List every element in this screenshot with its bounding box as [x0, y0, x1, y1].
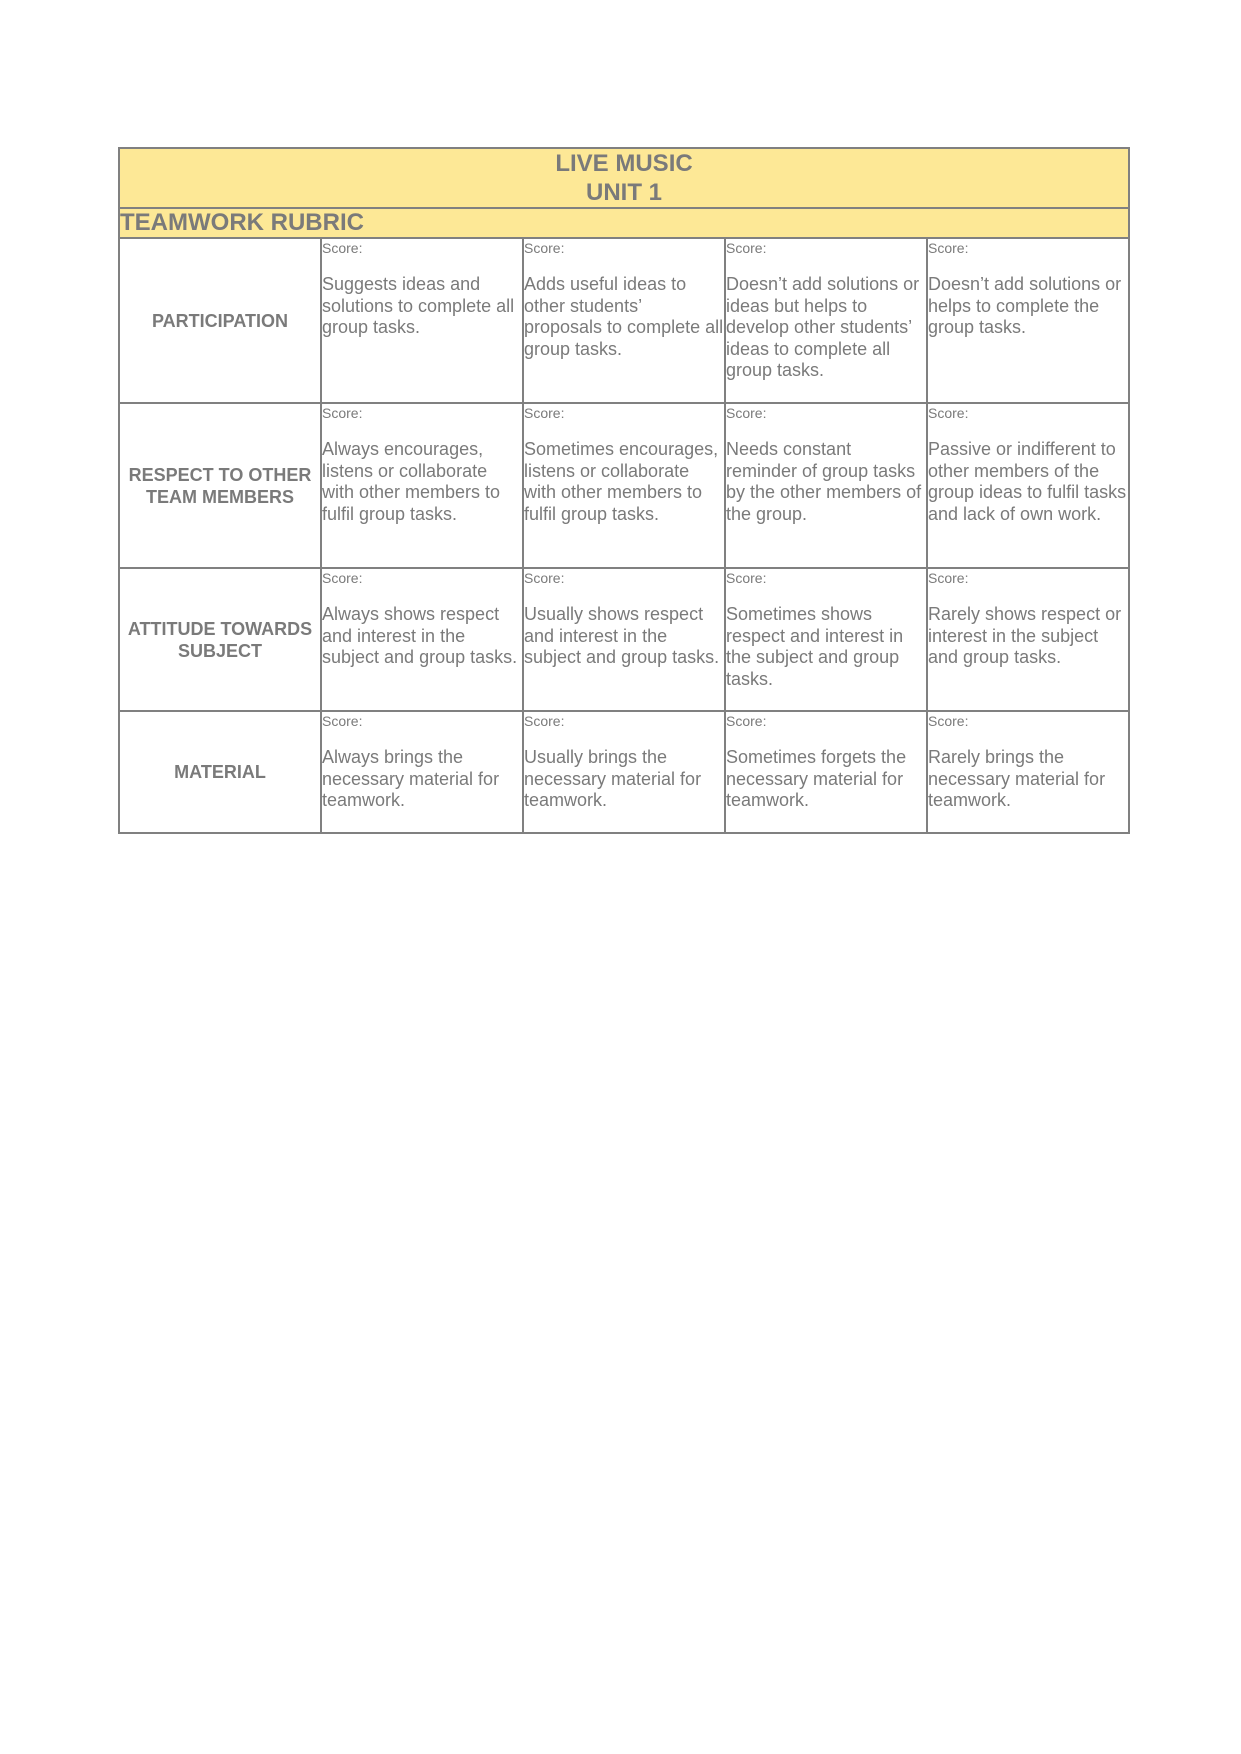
level-description: Sometimes encourages, listens or collaborate with other members to fulfil group tasks.: [524, 439, 719, 524]
title-row: [119, 148, 1129, 208]
score-label: Score:: [928, 240, 969, 256]
level-description: Usually shows respect and interest in the subject and group tasks.: [524, 604, 720, 667]
score-label: Score:: [524, 713, 565, 729]
criterion-label-2: SUBJECT: [177, 640, 262, 661]
level-description: Usually brings the necessary material for teamwork.: [524, 747, 702, 810]
criterion-label: MATERIAL: [174, 762, 266, 782]
score-label: Score:: [524, 240, 565, 256]
score-label: Score:: [928, 405, 969, 421]
title-line-2: UNIT 1: [586, 179, 663, 206]
rubric-row-material: [119, 711, 1129, 833]
criterion-label: ATTITUDE TOWARDS: [127, 618, 313, 639]
score-label: Score:: [928, 713, 969, 729]
level-description: Doesn’t add solutions or helps to complete the group tasks.: [928, 274, 1122, 337]
level-cell: [321, 403, 523, 568]
score-label: Score:: [726, 405, 767, 421]
criterion-cell: [119, 403, 321, 568]
score-label: Score:: [524, 405, 565, 421]
score-label: Score:: [928, 570, 969, 586]
level-cell: [927, 568, 1129, 711]
level-description: Passive or indifferent to other members of the group ideas to fulfil tasks and lack of own work.: [928, 439, 1127, 524]
subtitle-cell: [119, 208, 1129, 238]
score-label: Score:: [726, 570, 767, 586]
level-cell: [523, 238, 725, 403]
level-description: Rarely brings the necessary material for teamwork.: [928, 747, 1106, 810]
criterion-label: PARTICIPATION: [152, 310, 288, 331]
level-description: Needs constant reminder of group tasks by the other members of the group.: [726, 439, 922, 524]
title-line-1: LIVE MUSIC: [555, 150, 693, 177]
level-cell: [321, 711, 523, 833]
score-label: Score:: [322, 713, 363, 729]
rubric-subtitle: TEAMWORK RUBRIC: [120, 209, 364, 236]
teamwork-rubric-table: [118, 147, 1130, 834]
subtitle-row: [119, 208, 1129, 238]
rubric-row-participation: [119, 238, 1129, 403]
criterion-cell: [119, 711, 321, 833]
level-description: Sometimes shows respect and interest in the subject and group tasks.: [726, 604, 904, 689]
title-cell: [119, 148, 1129, 208]
level-description: Sometimes forgets the necessary material for teamwork.: [726, 747, 907, 810]
score-label: Score:: [322, 570, 363, 586]
score-label: Score:: [322, 405, 363, 421]
criterion-label: RESPECT TO OTHER: [128, 464, 312, 485]
level-description: Suggests ideas and solutions to complete all group tasks.: [322, 274, 515, 337]
level-description: Doesn’t add solutions or ideas but helps to develop other students’ ideas to complete all group tasks.: [726, 274, 920, 380]
score-label: Score:: [726, 713, 767, 729]
level-description: Always brings the necessary material for teamwork.: [322, 747, 500, 810]
level-cell: [927, 238, 1129, 403]
level-cell: [523, 711, 725, 833]
level-cell: [725, 403, 927, 568]
level-cell: [725, 238, 927, 403]
criterion-cell: [119, 568, 321, 711]
level-cell: [523, 403, 725, 568]
criterion-cell: [119, 238, 321, 403]
level-description: Adds useful ideas to other students’ proposals to complete all group tasks.: [524, 274, 724, 359]
rubric-row-respect: [119, 403, 1129, 568]
score-label: Score:: [726, 240, 767, 256]
level-description: Always encourages, listens or collaborate with other members to fulfil group tasks.: [322, 439, 501, 524]
score-label: Score:: [524, 570, 565, 586]
score-label: Score:: [322, 240, 363, 256]
level-cell: [927, 403, 1129, 568]
criterion-label-2: TEAM MEMBERS: [146, 486, 294, 507]
level-cell: [523, 568, 725, 711]
level-description: Always shows respect and interest in the subject and group tasks.: [322, 604, 518, 667]
level-cell: [725, 711, 927, 833]
level-cell: [927, 711, 1129, 833]
rubric-row-attitude: [119, 568, 1129, 711]
level-cell: [321, 238, 523, 403]
level-cell: [725, 568, 927, 711]
level-description: Rarely shows respect or interest in the subject and group tasks.: [928, 604, 1122, 667]
level-cell: [321, 568, 523, 711]
